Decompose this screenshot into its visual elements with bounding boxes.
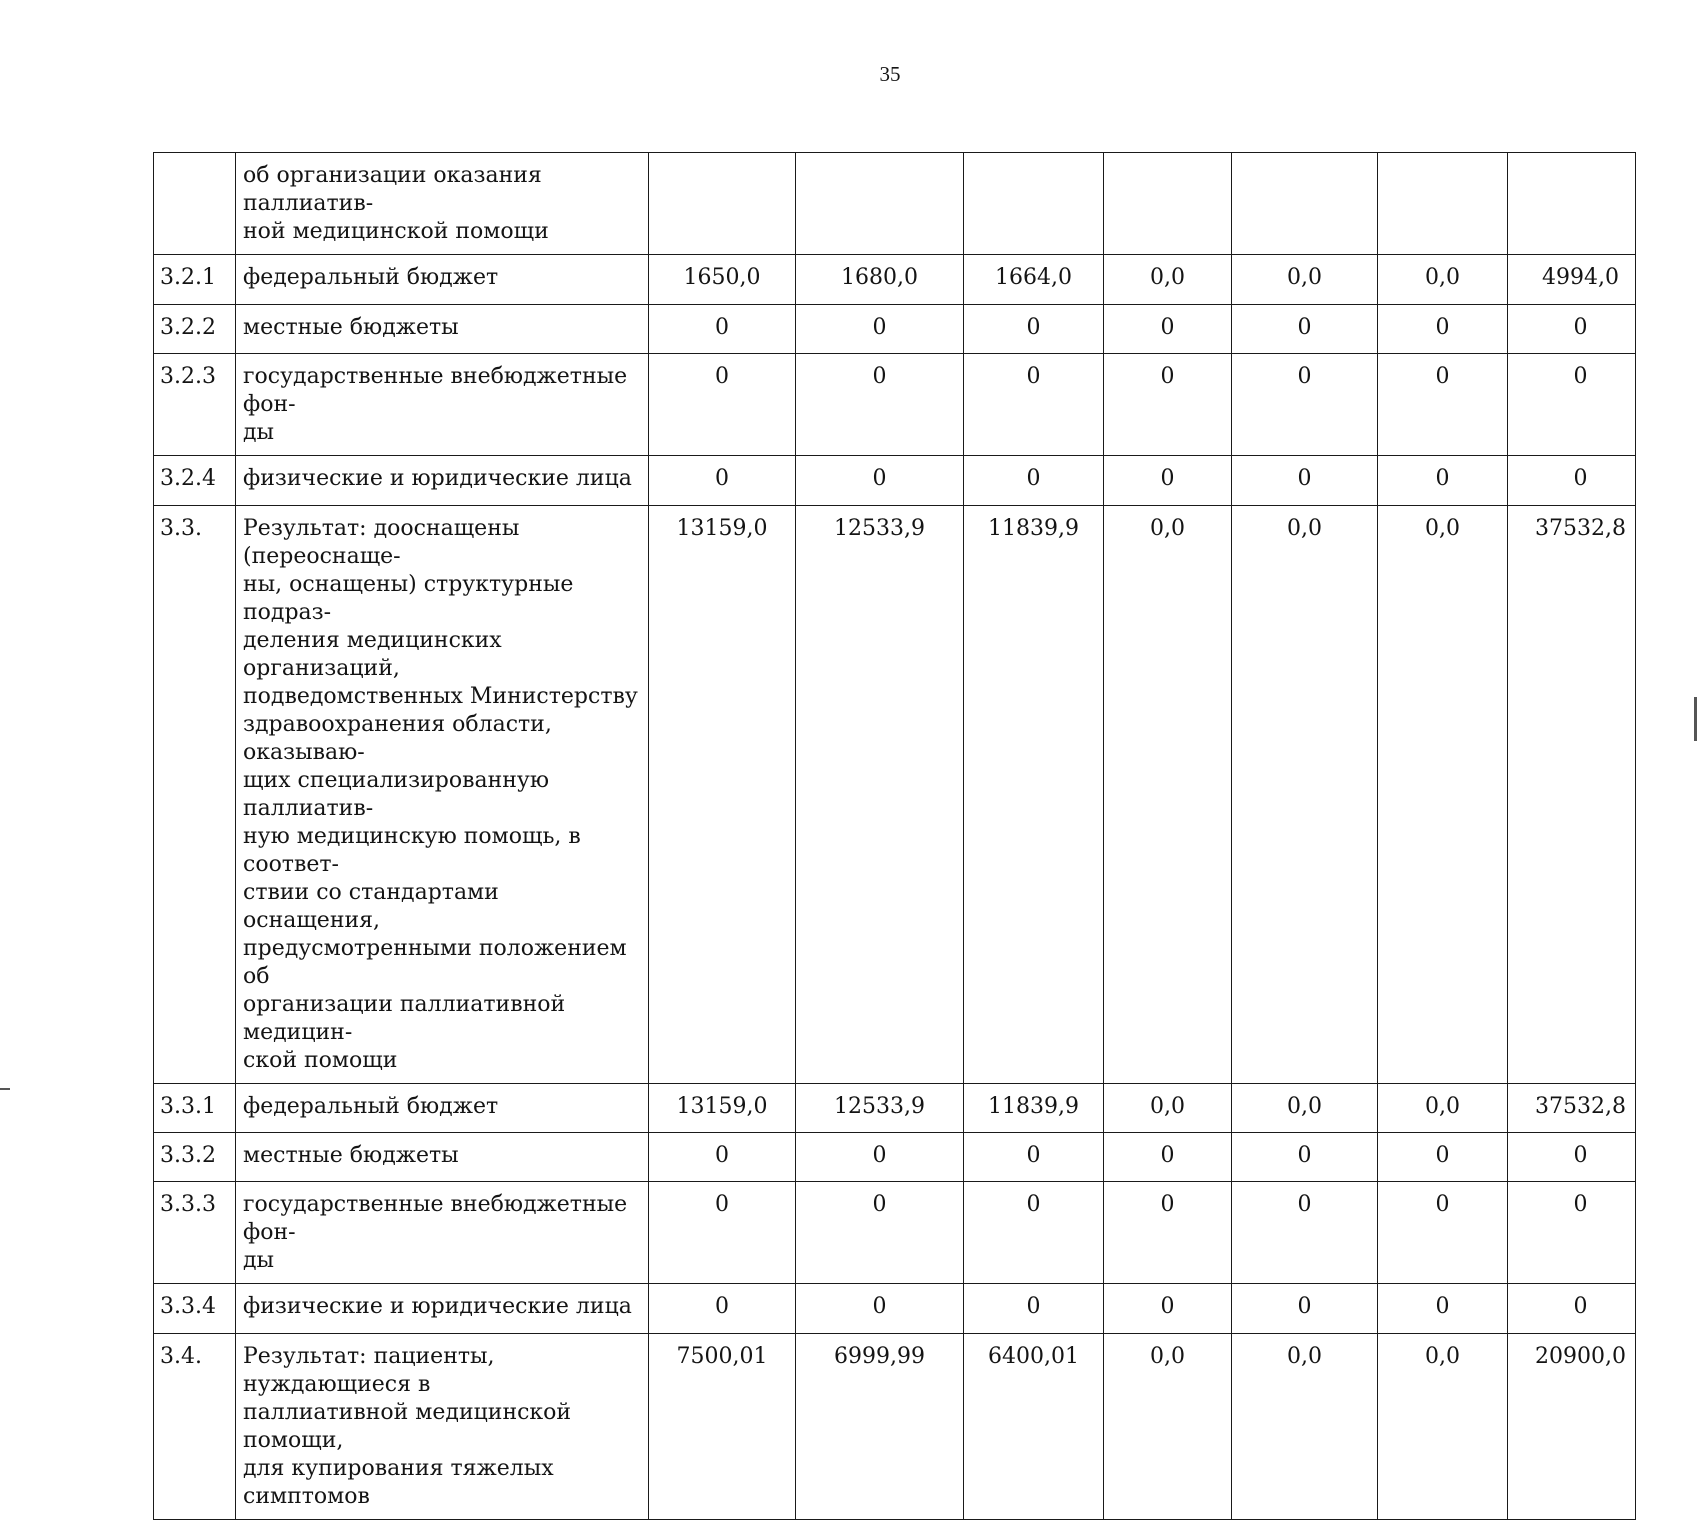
value-cell-5: 0 bbox=[1232, 354, 1378, 456]
value-cell-4: 0,0 bbox=[1104, 1334, 1232, 1520]
value-cell-7: 0 bbox=[1508, 1133, 1636, 1182]
row-description: физические и юридические лица bbox=[236, 456, 649, 506]
table-row bbox=[154, 354, 1636, 456]
value-cell-6: 0 bbox=[1378, 354, 1508, 456]
value-cell-6: 0,0 bbox=[1378, 1334, 1508, 1520]
value-cell-3: 0 bbox=[964, 456, 1104, 506]
row-code: 3.3.4 bbox=[154, 1284, 236, 1334]
value-cell-4: 0 bbox=[1104, 305, 1232, 354]
table-row bbox=[154, 506, 1636, 1084]
value-cell-6: 0,0 bbox=[1378, 506, 1508, 1084]
value-cell-5 bbox=[1232, 153, 1378, 255]
value-cell-6: 0 bbox=[1378, 1133, 1508, 1182]
value-cell-4: 0 bbox=[1104, 456, 1232, 506]
value-cell-6: 0 bbox=[1378, 1284, 1508, 1334]
value-cell-5: 0,0 bbox=[1232, 506, 1378, 1084]
value-cell-2: 0 bbox=[796, 456, 964, 506]
value-cell-3: 0 bbox=[964, 1133, 1104, 1182]
value-cell-5: 0 bbox=[1232, 1133, 1378, 1182]
value-cell-1: 13159,0 bbox=[649, 1084, 796, 1133]
value-cell-1: 0 bbox=[649, 1182, 796, 1284]
value-cell-3: 11839,9 bbox=[964, 506, 1104, 1084]
row-code: 3.2.3 bbox=[154, 354, 236, 456]
row-description: Результат: дооснащены (переоснаще- ны, оснащены) структурные подраз- деления медицинских организаций, подведомственных Министерству здравоохранения области, оказываю- щих специализированную паллиатив- ную медицинскую помощь, в соответ- ствии со стандартами оснащения, предусмотренными положением об организации паллиативной медицин- ской помощи bbox=[236, 506, 649, 1084]
value-cell-1: 7500,01 bbox=[649, 1334, 796, 1520]
row-description: местные бюджеты bbox=[236, 305, 649, 354]
value-cell-7: 0 bbox=[1508, 456, 1636, 506]
value-cell-2: 0 bbox=[796, 305, 964, 354]
value-cell-6: 0,0 bbox=[1378, 255, 1508, 305]
value-cell-1: 1650,0 bbox=[649, 255, 796, 305]
value-cell-1: 0 bbox=[649, 354, 796, 456]
row-description: Результат: пациенты, нуждающиеся в паллиативной медицинской помощи, для купирования тяжелых симптомов bbox=[236, 1334, 649, 1520]
table-body bbox=[154, 153, 1636, 1520]
value-cell-6: 0,0 bbox=[1378, 1084, 1508, 1133]
value-cell-7: 0 bbox=[1508, 305, 1636, 354]
row-description: местные бюджеты bbox=[236, 1133, 649, 1182]
value-cell-7: 37532,8 bbox=[1508, 1084, 1636, 1133]
value-cell-6: 0 bbox=[1378, 305, 1508, 354]
row-code: 3.2.2 bbox=[154, 305, 236, 354]
row-description: государственные внебюджетные фон- ды bbox=[236, 1182, 649, 1284]
row-code: 3.4. bbox=[154, 1334, 236, 1520]
value-cell-3: 0 bbox=[964, 1182, 1104, 1284]
value-cell-3: 11839,9 bbox=[964, 1084, 1104, 1133]
value-cell-4: 0 bbox=[1104, 1182, 1232, 1284]
value-cell-4: 0 bbox=[1104, 354, 1232, 456]
value-cell-3: 0 bbox=[964, 354, 1104, 456]
table-row bbox=[154, 1182, 1636, 1284]
value-cell-4: 0 bbox=[1104, 1284, 1232, 1334]
value-cell-1: 0 bbox=[649, 1133, 796, 1182]
value-cell-2: 6999,99 bbox=[796, 1334, 964, 1520]
value-cell-7: 37532,8 bbox=[1508, 506, 1636, 1084]
table-row bbox=[154, 1084, 1636, 1133]
value-cell-4: 0,0 bbox=[1104, 1084, 1232, 1133]
value-cell-3 bbox=[964, 153, 1104, 255]
value-cell-2: 0 bbox=[796, 1133, 964, 1182]
row-code: 3.3. bbox=[154, 506, 236, 1084]
value-cell-5: 0 bbox=[1232, 1182, 1378, 1284]
row-description: государственные внебюджетные фон- ды bbox=[236, 354, 649, 456]
value-cell-7: 0 bbox=[1508, 354, 1636, 456]
value-cell-2: 1680,0 bbox=[796, 255, 964, 305]
row-description: об организации оказания паллиатив- ной медицинской помощи bbox=[236, 153, 649, 255]
value-cell-3: 1664,0 bbox=[964, 255, 1104, 305]
table-row bbox=[154, 255, 1636, 305]
table-row bbox=[154, 1334, 1636, 1520]
value-cell-1: 0 bbox=[649, 305, 796, 354]
value-cell-5: 0,0 bbox=[1232, 1084, 1378, 1133]
value-cell-3: 0 bbox=[964, 1284, 1104, 1334]
value-cell-6: 0 bbox=[1378, 1182, 1508, 1284]
value-cell-2: 0 bbox=[796, 1284, 964, 1334]
row-code: 3.2.1 bbox=[154, 255, 236, 305]
table-row bbox=[154, 456, 1636, 506]
row-code bbox=[154, 153, 236, 255]
row-code: 3.3.2 bbox=[154, 1133, 236, 1182]
value-cell-5: 0 bbox=[1232, 305, 1378, 354]
value-cell-2: 12533,9 bbox=[796, 506, 964, 1084]
value-cell-3: 6400,01 bbox=[964, 1334, 1104, 1520]
value-cell-5: 0,0 bbox=[1232, 1334, 1378, 1520]
value-cell-6 bbox=[1378, 153, 1508, 255]
row-description: федеральный бюджет bbox=[236, 255, 649, 305]
value-cell-3: 0 bbox=[964, 305, 1104, 354]
value-cell-7: 0 bbox=[1508, 1284, 1636, 1334]
value-cell-7: 4994,0 bbox=[1508, 255, 1636, 305]
table-row bbox=[154, 153, 1636, 255]
row-description: федеральный бюджет bbox=[236, 1084, 649, 1133]
value-cell-2: 12533,9 bbox=[796, 1084, 964, 1133]
value-cell-2 bbox=[796, 153, 964, 255]
table-row bbox=[154, 1133, 1636, 1182]
value-cell-7: 20900,0 bbox=[1508, 1334, 1636, 1520]
value-cell-2: 0 bbox=[796, 354, 964, 456]
value-cell-4: 0,0 bbox=[1104, 255, 1232, 305]
value-cell-5: 0 bbox=[1232, 1284, 1378, 1334]
table-row bbox=[154, 305, 1636, 354]
row-code: 3.3.1 bbox=[154, 1084, 236, 1133]
value-cell-1 bbox=[649, 153, 796, 255]
value-cell-7 bbox=[1508, 153, 1636, 255]
value-cell-6: 0 bbox=[1378, 456, 1508, 506]
value-cell-5: 0 bbox=[1232, 456, 1378, 506]
value-cell-2: 0 bbox=[796, 1182, 964, 1284]
scan-mark-left bbox=[0, 1088, 10, 1090]
row-code: 3.2.4 bbox=[154, 456, 236, 506]
value-cell-4: 0 bbox=[1104, 1133, 1232, 1182]
row-description: физические и юридические лица bbox=[236, 1284, 649, 1334]
value-cell-1: 13159,0 bbox=[649, 506, 796, 1084]
table-row bbox=[154, 1284, 1636, 1334]
row-code: 3.3.3 bbox=[154, 1182, 236, 1284]
page-number: 35 bbox=[879, 62, 901, 86]
value-cell-7: 0 bbox=[1508, 1182, 1636, 1284]
value-cell-4: 0,0 bbox=[1104, 506, 1232, 1084]
value-cell-5: 0,0 bbox=[1232, 255, 1378, 305]
budget-table bbox=[153, 152, 1636, 1520]
value-cell-1: 0 bbox=[649, 1284, 796, 1334]
value-cell-4 bbox=[1104, 153, 1232, 255]
value-cell-1: 0 bbox=[649, 456, 796, 506]
